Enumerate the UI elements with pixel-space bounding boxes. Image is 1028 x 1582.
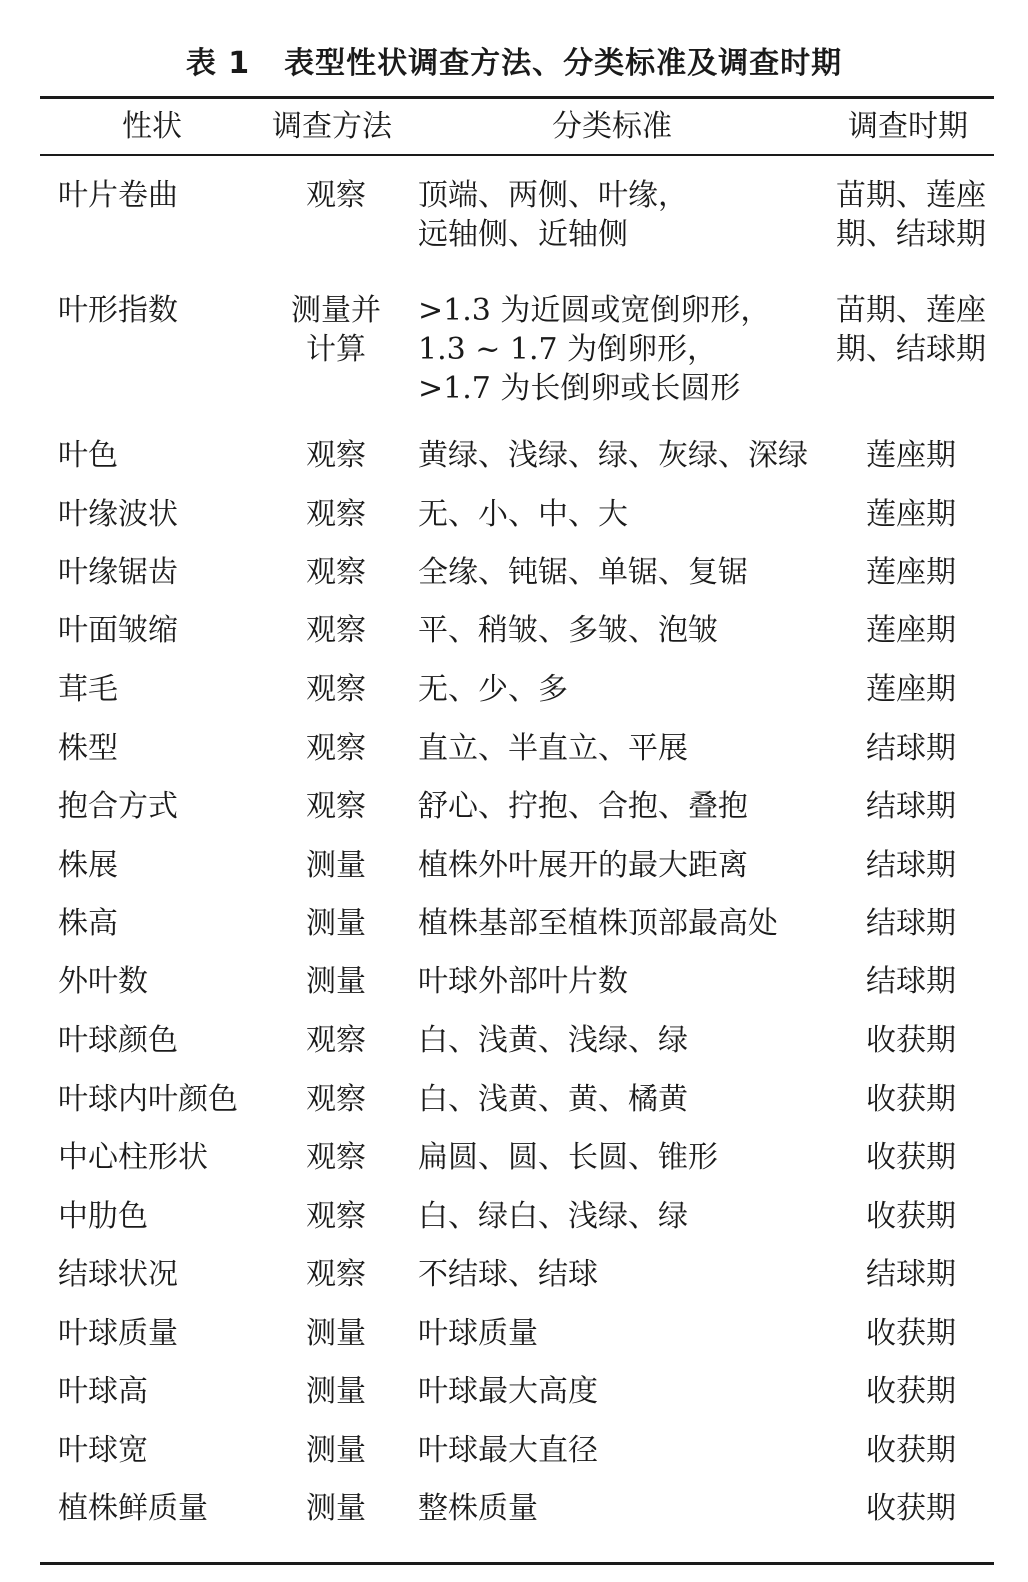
method-cell: 观察 <box>306 672 366 707</box>
method-cell: 测量 <box>306 1433 366 1468</box>
period-cell: 结球期 <box>866 731 956 766</box>
header-method: 调查方法 <box>272 109 392 144</box>
period-cell: 收获期 <box>866 1316 956 1351</box>
period-cell: 收获期 <box>866 1433 956 1468</box>
criteria-cell: 植株基部至植株顶部最高处 <box>418 906 778 941</box>
period-cell: 收获期 <box>866 1199 956 1234</box>
trait-cell: 株高 <box>58 906 118 941</box>
method-cell: 观察 <box>306 1257 366 1292</box>
method-cell: 观察 <box>306 613 366 648</box>
trait-cell: 中肋色 <box>58 1199 148 1234</box>
method-cell: 测量 <box>306 906 366 941</box>
period-cell: 收获期 <box>866 1023 956 1058</box>
period-cell: 结球期 <box>866 789 956 824</box>
period-cell: 苗期、莲座 期、结球期 <box>836 293 986 367</box>
method-cell: 测量 <box>306 1316 366 1351</box>
criteria-cell: 无、少、多 <box>418 672 568 707</box>
criteria-cell: 全缘、钝锯、单锯、复锯 <box>418 555 748 590</box>
trait-cell: 株展 <box>58 848 118 883</box>
method-cell: 观察 <box>306 497 366 532</box>
trait-cell: 叶球高 <box>58 1374 148 1409</box>
method-cell: 观察 <box>306 1140 366 1175</box>
header-criteria: 分类标准 <box>552 109 672 144</box>
trait-cell: 茸毛 <box>58 672 118 707</box>
method-cell: 测量 <box>306 1374 366 1409</box>
period-cell: 莲座期 <box>866 613 956 648</box>
criteria-cell: 叶球外部叶片数 <box>418 964 628 999</box>
method-cell: 观察 <box>306 555 366 590</box>
period-cell: 莲座期 <box>866 497 956 532</box>
trait-cell: 叶球宽 <box>58 1433 148 1468</box>
trait-cell: 叶球质量 <box>58 1316 178 1351</box>
criteria-cell: 舒心、拧抱、合抱、叠抱 <box>418 789 748 824</box>
table-caption <box>0 38 1028 82</box>
trait-cell: 叶球内叶颜色 <box>58 1082 238 1117</box>
trait-cell: 中心柱形状 <box>58 1140 208 1175</box>
table-header <box>0 100 1028 154</box>
method-cell: 测量并 计算 <box>291 293 381 367</box>
method-cell: 观察 <box>306 789 366 824</box>
criteria-cell: 白、浅黄、浅绿、绿 <box>418 1023 688 1058</box>
criteria-cell: 黄绿、浅绿、绿、灰绿、深绿 <box>418 438 808 473</box>
method-cell: 观察 <box>306 1082 366 1117</box>
method-cell: 测量 <box>306 964 366 999</box>
criteria-cell: 白、绿白、浅绿、绿 <box>418 1199 688 1234</box>
criteria-cell: 植株外叶展开的最大距离 <box>418 848 748 883</box>
period-cell: 结球期 <box>866 964 956 999</box>
period-cell: 莲座期 <box>866 555 956 590</box>
method-cell: 观察 <box>306 1199 366 1234</box>
criteria-cell: 直立、半直立、平展 <box>418 731 688 766</box>
period-cell: 苗期、莲座 期、结球期 <box>836 178 986 252</box>
criteria-cell: 顶端、两侧、叶缘， 远轴侧、近轴侧 <box>418 178 688 252</box>
table-title: 表型性状调查方法、分类标准及调查时期 <box>284 46 843 81</box>
period-cell: 莲座期 <box>866 672 956 707</box>
criteria-cell: 整株质量 <box>418 1491 538 1526</box>
method-cell: 观察 <box>306 438 366 473</box>
trait-cell: 结球状况 <box>58 1257 178 1292</box>
period-cell: 结球期 <box>866 906 956 941</box>
header-trait: 性状 <box>122 109 182 144</box>
criteria-cell: 叶球最大高度 <box>418 1374 598 1409</box>
trait-cell: 叶形指数 <box>58 293 178 328</box>
method-cell: 观察 <box>306 178 366 213</box>
method-cell: 测量 <box>306 1491 366 1526</box>
criteria-cell: 不结球、结球 <box>418 1257 598 1292</box>
period-cell: 莲座期 <box>866 438 956 473</box>
method-cell: 观察 <box>306 731 366 766</box>
trait-cell: 叶面皱缩 <box>58 613 178 648</box>
trait-cell: 叶缘波状 <box>58 497 178 532</box>
period-cell: 结球期 <box>866 848 956 883</box>
header-period: 调查时期 <box>848 109 968 144</box>
period-cell: 收获期 <box>866 1491 956 1526</box>
trait-cell: 叶缘锯齿 <box>58 555 178 590</box>
criteria-cell: 叶球质量 <box>418 1316 538 1351</box>
trait-cell: 叶色 <box>58 438 118 473</box>
trait-cell: 抱合方式 <box>58 789 178 824</box>
trait-cell: 叶片卷曲 <box>58 178 178 213</box>
period-cell: 结球期 <box>866 1257 956 1292</box>
table-number: 表 1 <box>185 46 251 81</box>
criteria-cell: 无、小、中、大 <box>418 497 628 532</box>
criteria-cell: 叶球最大直径 <box>418 1433 598 1468</box>
trait-cell: 叶球颜色 <box>58 1023 178 1058</box>
method-cell: 观察 <box>306 1023 366 1058</box>
bottom-rule <box>40 1562 994 1565</box>
header-rule <box>40 154 994 156</box>
period-cell: 收获期 <box>866 1082 956 1117</box>
criteria-cell: 扁圆、圆、长圆、锥形 <box>418 1140 718 1175</box>
criteria-cell: 白、浅黄、黄、橘黄 <box>418 1082 688 1117</box>
period-cell: 收获期 <box>866 1374 956 1409</box>
trait-cell: 植株鲜质量 <box>58 1491 208 1526</box>
trait-cell: 外叶数 <box>58 964 148 999</box>
criteria-cell: >1.3 为近圆或宽倒卵形， 1.3 ~ 1.7 为倒卵形， >1.7 为长倒卵或长圆形 <box>418 293 771 406</box>
trait-cell: 株型 <box>58 731 118 766</box>
method-cell: 测量 <box>306 848 366 883</box>
top-rule <box>40 96 994 99</box>
criteria-cell: 平、稍皱、多皱、泡皱 <box>418 613 718 648</box>
period-cell: 收获期 <box>866 1140 956 1175</box>
